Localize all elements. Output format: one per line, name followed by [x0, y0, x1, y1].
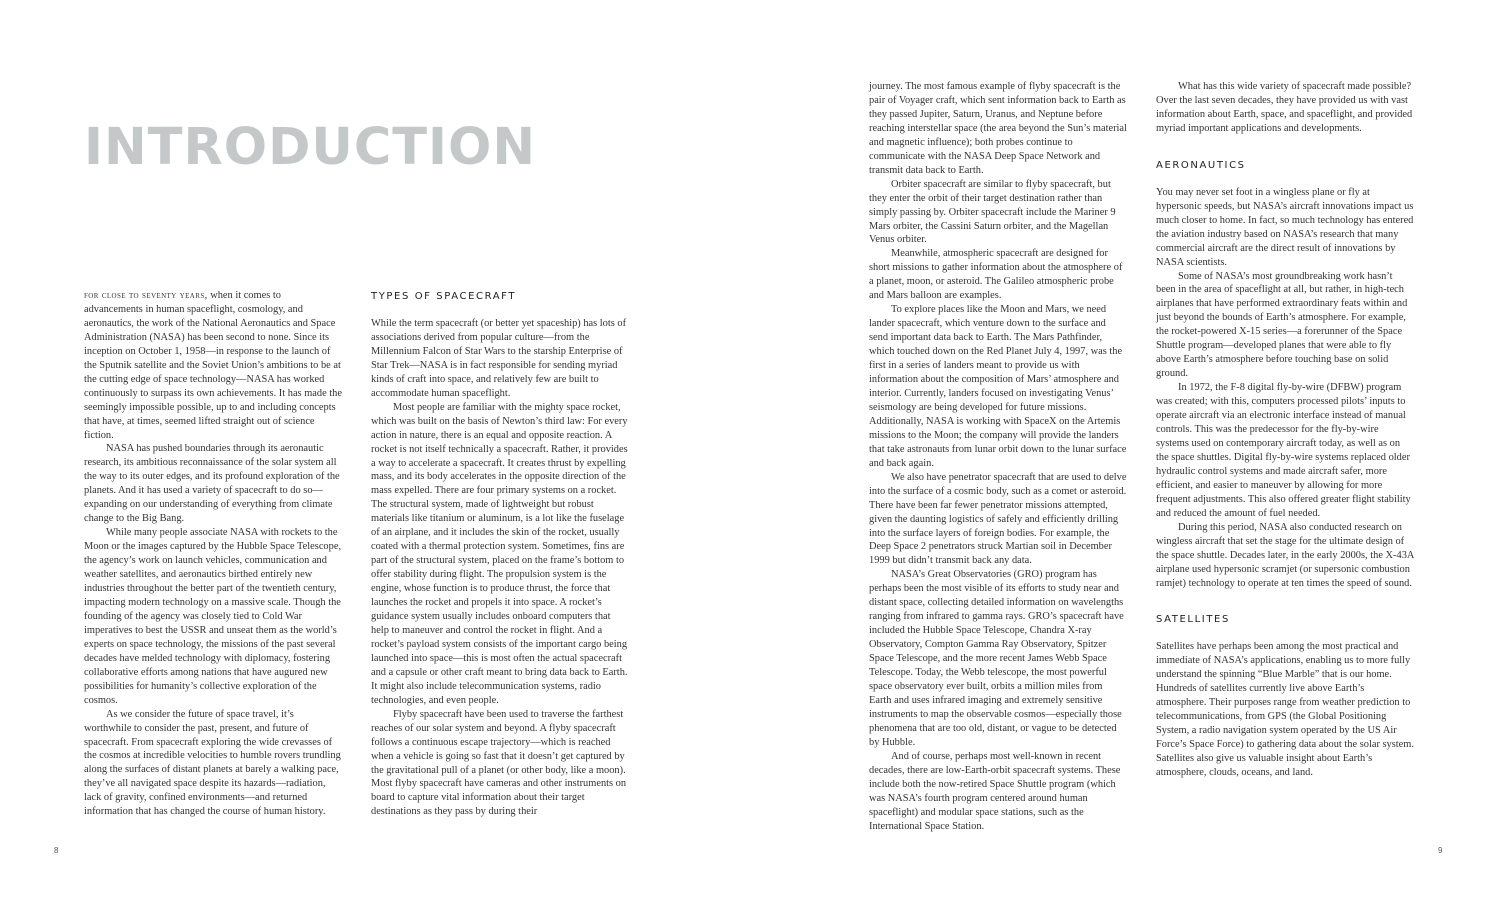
paragraph: NASA’s Great Observatories (GRO) program has perhaps been the most visible of its efforts to study near and distant space, collecting detailed information on wavelengths ranging from infrared to gamma rays. GRO’s spacecraft have included the Hubble Space Telescope, Chandra X-ray Observatory, Compton Gamma Ray Observatory, Spitzer Space Telescope, and the more recent James Webb Space Telescope. Today, the Webb telescope, the most powerful space observatory ever built, orbits a million miles from Earth and uses infrared imaging and extremely sensitive instruments to map the observable cosmos—especially those phenomena that are too old, distant, or vague to be detected by Hubble.: [869, 569, 1124, 748]
lead-in: for close to seventy years,: [84, 290, 208, 301]
paragraph: NASA has pushed boundaries through its aeronautic research, its ambitious reconnaissance of the solar system all the way to its outer edges, and its profound exploration of the planets. And it has used a variety of spacecraft to do so—expanding on our understanding of everything from climate change to the Big Bang.: [84, 443, 340, 525]
paragraph: Most people are familiar with the mighty space rocket, which was built on the basis of Newton’s third law: For every action in nature, there is an equal and opposite reaction. A rocket is not itself technically a spacecraft. Rather, it provides a way to accelerate a spacecraft. It creates thrust by expelling mass, and its body accelerates in the opposite direction of the mass expelled. There are four primary systems on a rocket. The structural system, made of lightweight but robust materials like titanium or aluminum, is a lot like the fuselage of an airplane, and it includes the skin of the rocket, usually coated with a thermal protection system. Sometimes, fins are part of the structural system, placed on the frame’s bottom to offer stability during flight. The propulsion system is the engine, whose function is to produce thrust, the force that launches the rocket and propels it into space. A rocket’s guidance system usually includes onboard computers that help to maneuver and control the rocket in flight. And a rocket’s payload system consists of the important cargo being launched into space—this is most often the actual spacecraft and a capsule or other craft meant to bring data back to Earth. It might also include telecommunication systems, radio technologies, and even people.: [371, 401, 628, 706]
column-1: [84, 289, 342, 819]
paragraph: for close to seventy years, when it comes to advancements in human spaceflight, cosmology, and aeronautics, the work of the National Aeronautics and Space Administration (NASA) has been second to none. Since its inception on October 1, 1958—in response to the launch of the Sputnik satellite and the Soviet Union’s ambitions to be at the cutting edge of space technology—NASA has worked continuously to surpass its own achievements. It has made the seemingly impossible possible, up to and including concepts that have, at times, seemed lifted straight out of science fiction.: [84, 290, 342, 441]
paragraph: You may never set foot in a wingless plane or fly at hypersonic speeds, but NASA’s aircraft innovations impact us much closer to home. In fact, so much technology has entered the aviation industry based on NASA’s research that many commercial aircraft are the direct result of innovations by NASA scientists.: [1156, 186, 1414, 268]
paragraph: journey. The most famous example of flyby spacecraft is the pair of Voyager craft, which sent information back to Earth as they passed Jupiter, Saturn, Uranus, and Neptune before reaching interstellar space (the area beyond the Sun’s material and magnetic influence); both probes continue to communicate with the NASA Deep Space Network and transmit data back to Earth.: [869, 81, 1127, 176]
page-number-right: 9: [1438, 846, 1443, 855]
paragraph: Some of NASA’s most groundbreaking work hasn’t been in the area of spaceflight at all, but rather, in high-tech airplanes that have performed extraordinary feats within and just beyond the bounds of Earth’s atmosphere. For example, the rocket-powered X-15 series—a forerunner of the Space Shuttle program—developed planes that were able to fly above Earth’s atmosphere before touching base on solid ground.: [1156, 270, 1408, 380]
paragraph: Meanwhile, atmospheric spacecraft are designed for short missions to gather information about the atmosphere of a planet, moon, or asteroid. The Galileo atmospheric probe and Mars balloon are examples.: [869, 248, 1123, 302]
section-heading-aeronautics: AERONAUTICS: [1156, 159, 1246, 171]
page-title: INTRODUCTION: [84, 118, 537, 177]
paragraph: What has this wide variety of spacecraft made possible? Over the last seven decades, they have provided us with vast information about Earth, space, and spaceflight, and provided myriad important applications and developments.: [1156, 81, 1413, 134]
paragraph: And of course, perhaps most well-known in recent decades, there are low-Earth-orbit spacecraft systems. These include both the now-retired Space Shuttle program (which was NASA’s fourth program centered around human spaceflight) and modular space stations, such as the International Space Station.: [869, 750, 1121, 832]
paragraph: Satellites have perhaps been among the most practical and immediate of NASA’s applications, enabling us to more fully understand the spinning “Blue Marble” that is our home. Hundreds of satellites currently live above Earth’s atmosphere. Their purposes range from weather prediction to telecommunications, from GPS (the Global Positioning System, a radio navigation system operated by the US Air Force’s Space Force) to gathering data about the solar system. Satellites also give us valuable insight about Earth’s atmosphere, clouds, oceans, and land.: [1156, 641, 1414, 779]
column-4: [1156, 80, 1414, 780]
section-heading-satellites: SATELLITES: [1156, 614, 1230, 626]
paragraph: To explore places like the Moon and Mars, we need lander spacecraft, which venture down to the surface and send important data back to Earth. The Mars Pathfinder, which touched down on the Red Planet July 4, 1997, was the first in a series of landers meant to provide us with information about the composition of Mars’ atmosphere and interior. Currently, landers focused on investigating Venus’ seismology are being developed for future missions. Additionally, NASA is working with SpaceX on the Artemis missions to the Moon; the company will provide the landers that take astronauts from lunar orbit down to the lunar surface and back again.: [869, 304, 1127, 469]
column-2: [371, 290, 629, 819]
paragraph: We also have penetrator spacecraft that are used to delve into the surface of a cosmic body, such as a comet or asteroid. There have been far fewer penetrator missions attempted, given the daunting logistics of safely and efficiently drilling into the surface layers of foreign bodies. For example, the Deep Space 2 penetrators struck Martian soil in December 1999 but didn’t transmit back any data.: [869, 471, 1127, 567]
column-3: [869, 80, 1127, 833]
paragraph: As we consider the future of space travel, it’s worthwhile to consider the past, present, and future of spacecraft. From spacecraft exploring the wide crevasses of the cosmos at incredible velocities to humble rovers trundling along the surfaces of distant planets at barely a walking pace, they’ve all navigated space despite its hazards—radiation, lack of gravity, confined environments—and returned information that has changed the course of human history.: [84, 708, 341, 818]
paragraph: Flyby spacecraft have been used to traverse the farthest reaches of our solar system and beyond. A flyby spacecraft follows a continuous escape trajectory—which is reached when a vehicle is going so fast that it doesn’t get captured by the gravitational pull of a planet (or other body, like a moon). Most flyby spacecraft have cameras and other instruments on board to capture vital information about their target destinations as they pass by during their: [371, 708, 627, 818]
section-heading-types-of-spacecraft: TYPES OF SPACECRAFT: [371, 291, 517, 302]
paragraph: While many people associate NASA with rockets to the Moon or the images captured by the Hubble Space Telescope, the agency’s work on launch vehicles, communication and weather satellites, and aeronautics birthed entirely new industries throughout the better part of the twentieth century, impacting modern technology on a massive scale. Though the founding of the agency was closely tied to Cold War imperatives to best the USSR and unseat them as the world’s experts on space technology, the missions of the past several decades have melded technology with diplomacy, fostering collaborative efforts among nations that have augured new possibilities for humanity’s collective exploration of the cosmos.: [84, 527, 342, 706]
paragraph: During this period, NASA also conducted research on wingless aircraft that set the stage for the ultimate design of the space shuttle. Decades later, in the early 2000s, the X-43A airplane used hypersonic scramjet (or supersonic combustion ramjet) technology to operate at ten times the speed of sound.: [1156, 521, 1414, 589]
page-number-left: 8: [54, 846, 59, 855]
paragraph: Orbiter spacecraft are similar to flyby spacecraft, but they enter the orbit of their target destination rather than simply passing by. Orbiter spacecraft include the Mariner 9 Mars orbiter, the Cassini Saturn orbiter, and the Magellan Venus orbiter.: [869, 178, 1116, 246]
paragraph: In 1972, the F-8 digital fly-by-wire (DFBW) program was created; with this, computers processed pilots’ inputs to operate aircraft via an electronic interface instead of manual controls. This was the predecessor for the fly-by-wire systems used on contemporary aircraft today, as well as on the space shuttles. Digital fly-by-wire systems replaced older hydraulic control systems and made aircraft safer, more efficient, and easier to maneuver by allowing for more frequent adjustments. This also offered greater flight stability and reduced the amount of fuel needed.: [1156, 382, 1411, 519]
paragraph: While the term spacecraft (or better yet spaceship) has lots of associations derived from popular culture—from the Millennium Falcon of Star Wars to the starship Enterprise of Star Trek—NASA is in fact responsible for sending myriad kinds of craft into space, and relatively few are built to accommodate human spaceflight.: [371, 318, 627, 399]
